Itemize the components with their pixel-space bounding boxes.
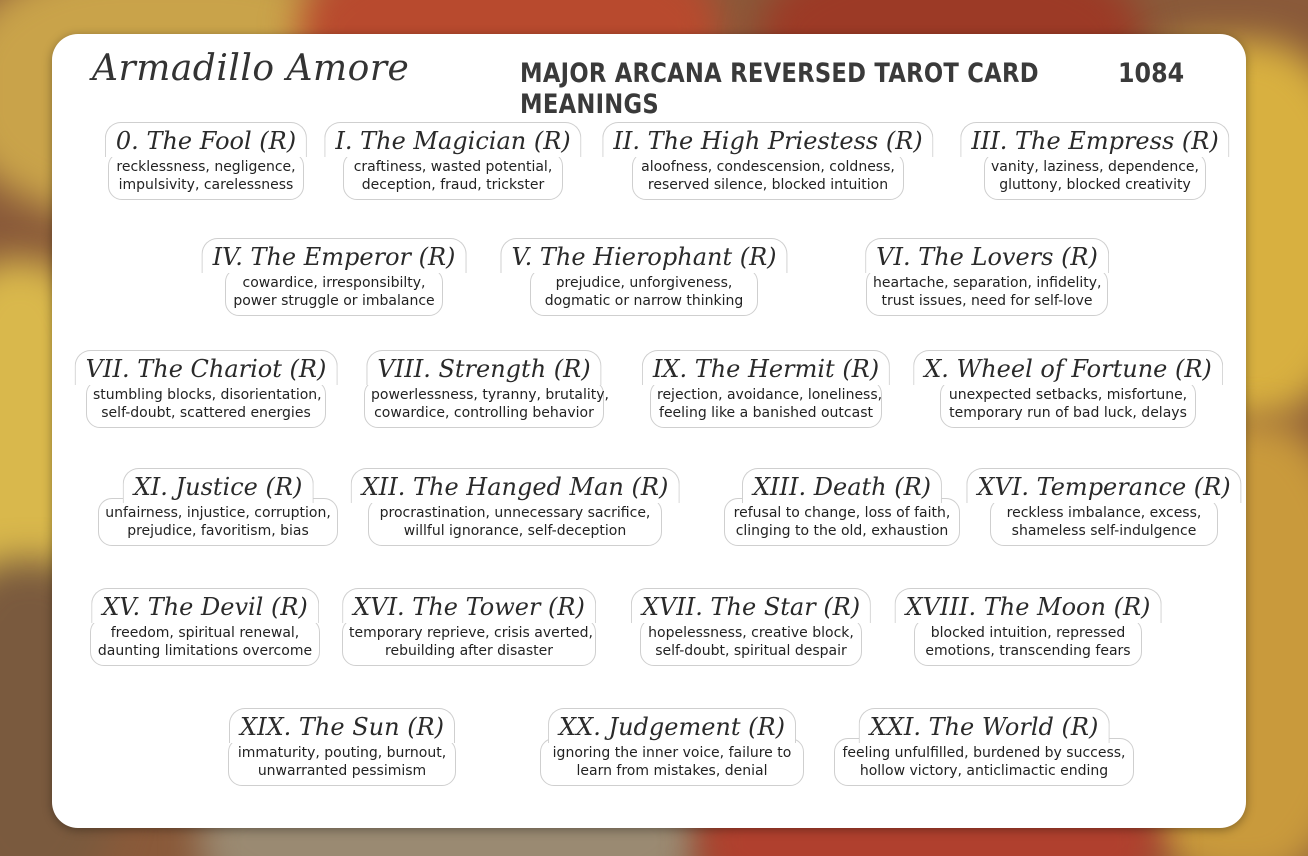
card-meaning: immaturity, pouting, burnout, unwarranted pessimism xyxy=(228,738,456,786)
card-title: XVII. The Star (R) xyxy=(631,588,871,623)
card-meaning: powerlessness, tyranny, brutality, cowardice, controlling behavior xyxy=(364,380,604,428)
card-title: XX. Judgement (R) xyxy=(548,708,796,743)
card-meaning: cowardice, irresponsibilty, power struggle or imbalance xyxy=(225,268,443,316)
card-meaning: blocked intuition, repressed emotions, transcending fears xyxy=(914,618,1142,666)
card-meaning: procrastination, unnecessary sacrifice, willful ignorance, self-deception xyxy=(368,498,662,546)
card-title: IV. The Emperor (R) xyxy=(202,238,467,273)
card-meaning: hopelessness, creative block, self-doubt, spiritual despair xyxy=(640,618,862,666)
card-title: XXI. The World (R) xyxy=(859,708,1110,743)
card-title: IX. The Hermit (R) xyxy=(642,350,890,385)
card-title: XVI. The Tower (R) xyxy=(342,588,596,623)
card-meaning: heartache, separation, infidelity, trust issues, need for self-love xyxy=(866,268,1108,316)
card-title: 0. The Fool (R) xyxy=(105,122,307,157)
card-meaning: rejection, avoidance, loneliness, feeling like a banished outcast xyxy=(650,380,882,428)
card-title: XVIII. The Moon (R) xyxy=(895,588,1162,623)
card-title: XI. Justice (R) xyxy=(123,468,314,503)
card-meaning: ignoring the inner voice, failure to learn from mistakes, denial xyxy=(540,738,804,786)
card-title: XII. The Hanged Man (R) xyxy=(351,468,680,503)
brand-logo: Armadillo Amore xyxy=(92,48,410,89)
card-title: X. Wheel of Fortune (R) xyxy=(913,350,1223,385)
card-meaning: recklessness, negligence, impulsivity, carelessness xyxy=(108,152,304,200)
card-meaning: unexpected setbacks, misfortune, temporary run of bad luck, delays xyxy=(940,380,1196,428)
card-meaning: temporary reprieve, crisis averted, rebuilding after disaster xyxy=(342,618,596,666)
card-meaning: prejudice, unforgiveness, dogmatic or narrow thinking xyxy=(530,268,758,316)
card-meaning: craftiness, wasted potential, deception, fraud, trickster xyxy=(343,152,563,200)
card-meaning: feeling unfulfilled, burdened by success, hollow victory, anticlimactic ending xyxy=(834,738,1134,786)
card-title: VIII. Strength (R) xyxy=(366,350,601,385)
card-meaning: freedom, spiritual renewal, daunting limitations overcome xyxy=(90,618,320,666)
card-title: XVI. Temperance (R) xyxy=(966,468,1241,503)
card-meaning: reckless imbalance, excess, shameless self-indulgence xyxy=(990,498,1218,546)
card-title: III. The Empress (R) xyxy=(960,122,1229,157)
card-title: I. The Magician (R) xyxy=(324,122,581,157)
card-title: V. The Hierophant (R) xyxy=(500,238,787,273)
card-title: VI. The Lovers (R) xyxy=(865,238,1109,273)
card-meaning: refusal to change, loss of faith, clinging to the old, exhaustion xyxy=(724,498,960,546)
sheet-number: 1084 xyxy=(1118,58,1185,89)
card-title: XIII. Death (R) xyxy=(742,468,942,503)
card-meaning: stumbling blocks, disorientation, self-doubt, scattered energies xyxy=(86,380,326,428)
card-meaning: aloofness, condescension, coldness, reserved silence, blocked intuition xyxy=(632,152,904,200)
card-title: VII. The Chariot (R) xyxy=(75,350,338,385)
page-title: MAJOR ARCANA REVERSED TAROT CARD MEANINGS xyxy=(520,58,1039,120)
card-meaning: unfairness, injustice, corruption, prejudice, favoritism, bias xyxy=(98,498,338,546)
card-title: XIX. The Sun (R) xyxy=(229,708,455,743)
card-title: II. The High Priestess (R) xyxy=(602,122,933,157)
card-meaning: vanity, laziness, dependence, gluttony, blocked creativity xyxy=(984,152,1206,200)
card-title: XV. The Devil (R) xyxy=(91,588,319,623)
